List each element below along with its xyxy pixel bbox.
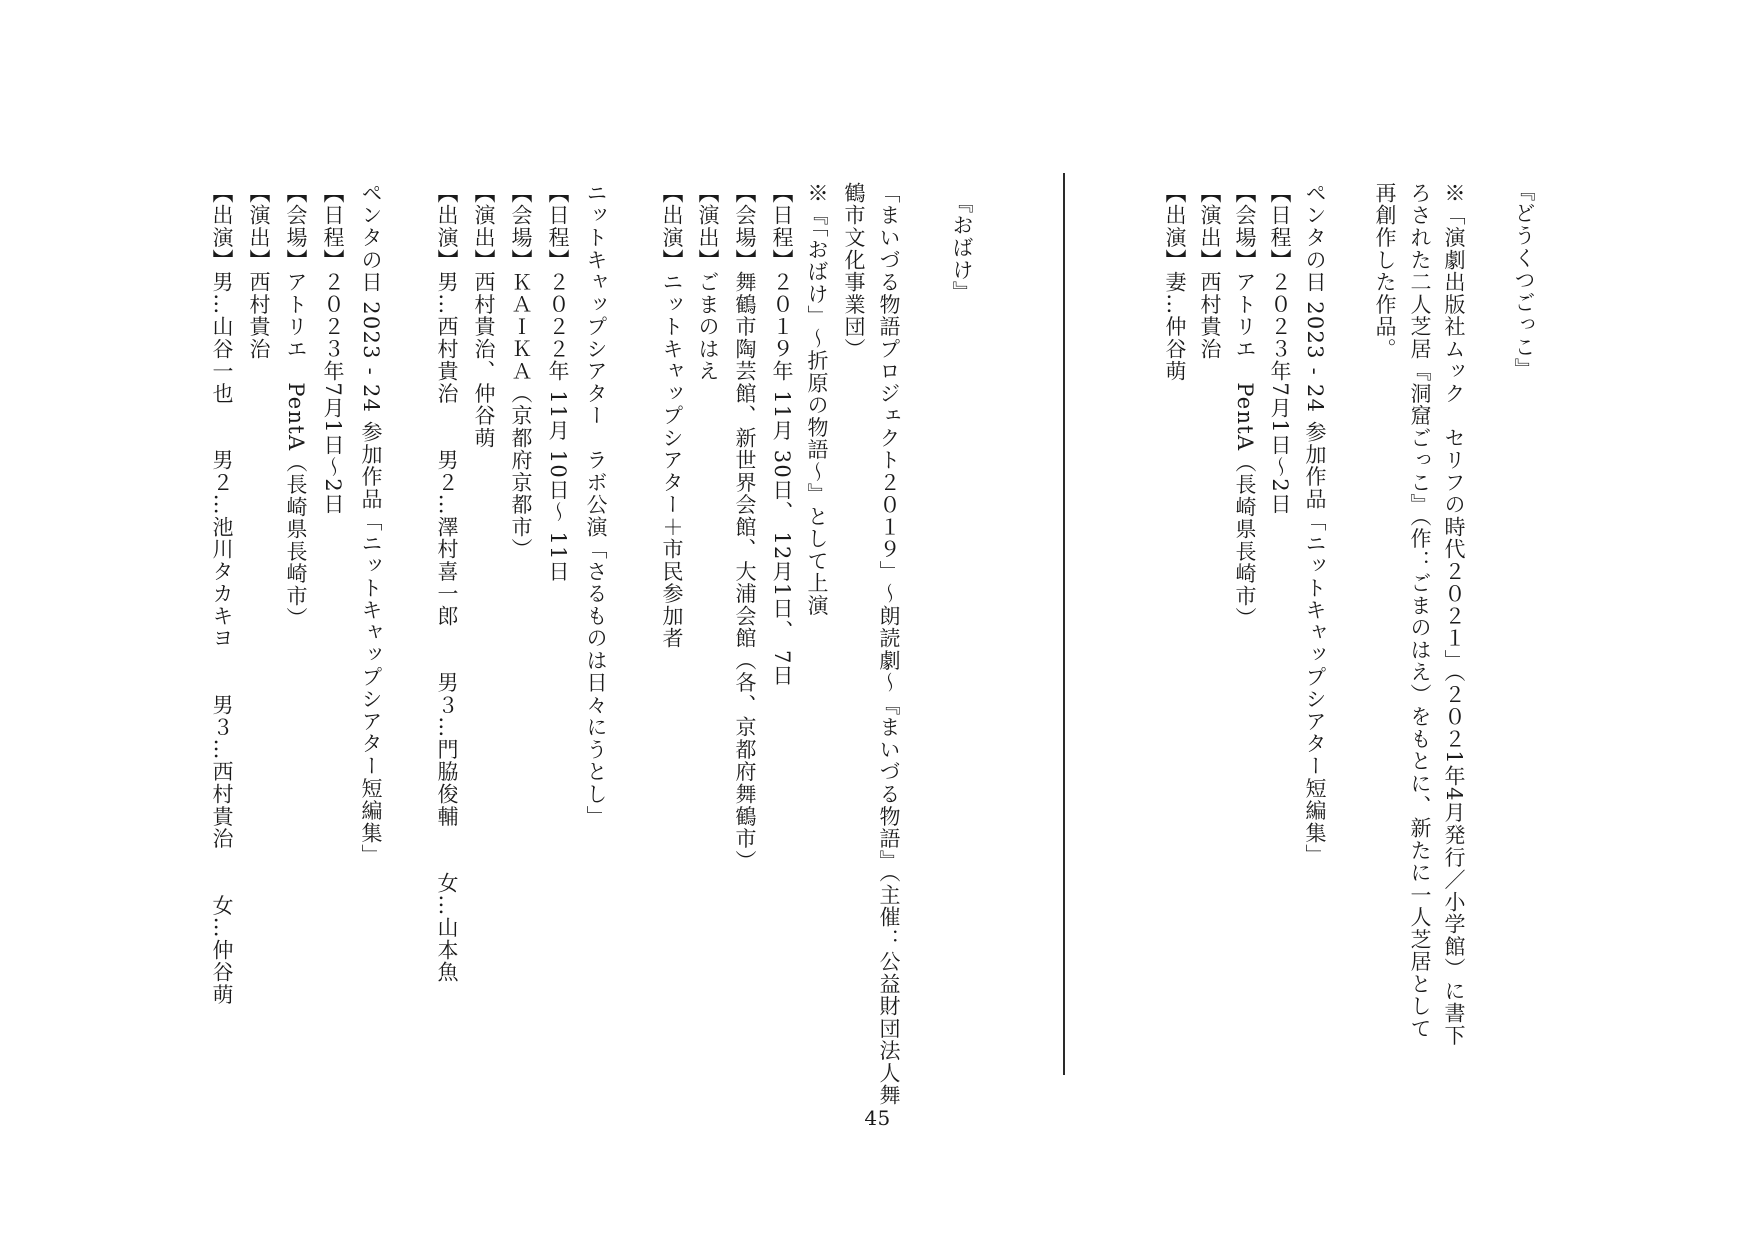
note-line-3: 再創作した作品。 <box>1373 182 1397 361</box>
page-number: 45 <box>864 1106 891 1130</box>
intro-line-2: 鶴市文化事業団） <box>842 182 866 361</box>
venue-line: 【会場】アトリエ PentA（長崎県長崎市） <box>1233 182 1257 630</box>
perf3-header: ペンタの日 2023 - 24 参加作品「ニットキャップシアター短編集」 <box>359 182 383 867</box>
perf2-venue: 【会場】ＫＡＩＫＡ（京都府京都市） <box>509 182 533 561</box>
perf1-venue: 【会場】舞鶴市陶芸館、新世界会館、大浦会館（各、京都府舞鶴市） <box>733 182 757 873</box>
perf3-venue: 【会場】アトリエ PentA（長崎県長崎市） <box>284 182 308 630</box>
work-title-doukutsugokko: 『どうくつごっこ』 <box>1512 180 1536 381</box>
performance-header: ペンタの日 2023 - 24 参加作品「ニットキャップシアター短編集」 <box>1303 182 1327 867</box>
perf2-header: ニットキャップシアター ラボ公演「さるものは日々にうとし」 <box>584 182 608 828</box>
work-title-obake: 『おばけ』 <box>950 192 974 304</box>
perf3-cast: 【出演】男…山谷一也 男２…池川タカキヨ 男３…西村貴治 女…仲谷萌 <box>210 182 234 1006</box>
director-line: 【演出】西村貴治 <box>1198 182 1222 361</box>
schedule-line: 【日程】２０２３年7月1日～2日 <box>1268 182 1292 516</box>
perf1-cast: 【出演】ニットキャップシアター＋市民参加者 <box>660 182 684 650</box>
cast-line: 【出演】妻…仲谷萌 <box>1163 182 1187 383</box>
perf1-director: 【演出】ごまのはえ <box>696 182 720 383</box>
perf2-schedule: 【日程】２０２２年 11月 10日～ 11日 <box>546 182 570 583</box>
section-divider <box>1063 173 1065 1075</box>
note-line-2: ろされた二人芝居『洞窟ごっこ』（作：ごまのはえ）をもとに、新たに一人芝居として <box>1408 182 1432 1040</box>
intro-line-1: 「まいづる物語プロジェクト２０１９」～朗読劇～『まいづる物語』（主催：公益財団法人舞 <box>877 182 901 1107</box>
note-line-1: ※「演劇出版社ムック セリフの時代２０２１」（２０２1年4月発行／小学館）に書下 <box>1442 182 1466 1047</box>
perf3-director: 【演出】西村貴治 <box>247 182 271 361</box>
note-line: ※『「おばけ」～折原の物語～』として上演 <box>805 182 829 617</box>
perf2-director: 【演出】西村貴治、仲谷萌 <box>472 182 496 450</box>
perf3-schedule: 【日程】２０２３年7月1日～2日 <box>321 182 345 516</box>
perf1-schedule: 【日程】２０１９年 11月 30日、 12月1日、 7日 <box>770 182 794 687</box>
perf2-cast: 【出演】男…西村貴治 男２…澤村喜一郎 男３…門脇俊輔 女…山本魚 <box>435 182 459 984</box>
